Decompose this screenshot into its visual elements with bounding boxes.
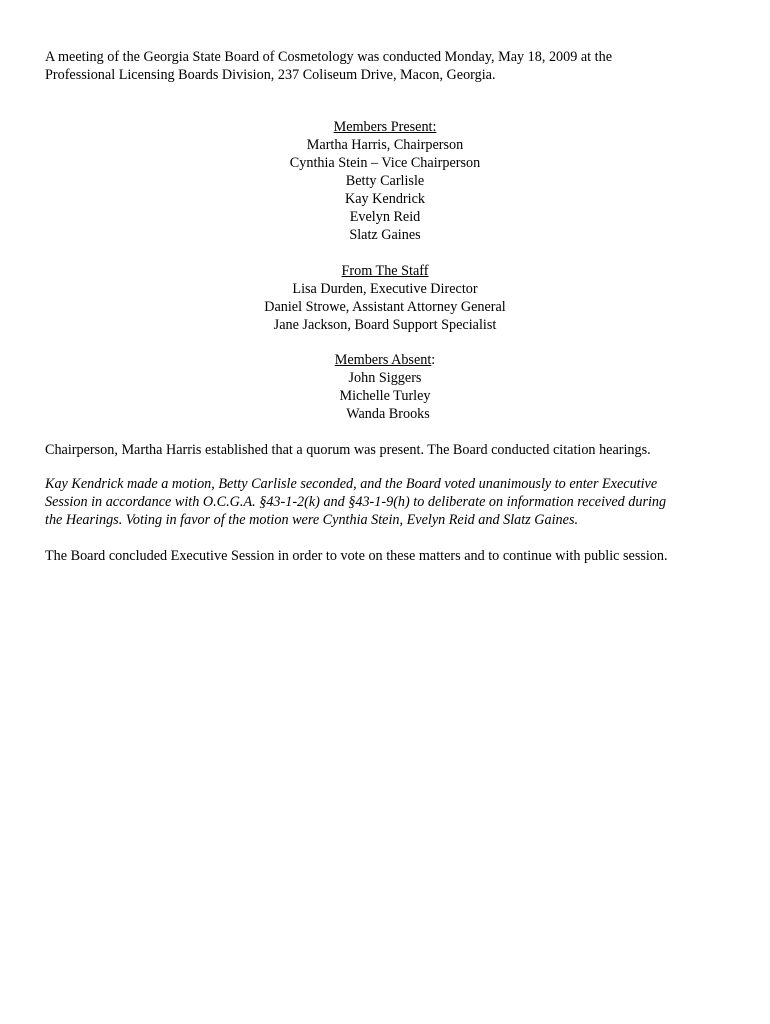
member-present-name: Slatz Gaines	[349, 227, 421, 243]
member-present-name: Betty Carlisle	[345, 173, 425, 189]
staff-name: Lisa Durden, Executive Director	[292, 281, 478, 297]
motion-line-3: the Hearings. Voting in favor of the motion were Cynthia Stein, Evelyn Reid and Slatz Gaines.	[45, 512, 579, 528]
member-present-name: Kay Kendrick	[345, 191, 425, 207]
conclusion-paragraph: The Board concluded Executive Session in order to vote on these matters and to continue with public session.	[45, 548, 668, 564]
motion-paragraph	[45, 475, 725, 529]
member-present-name: Cynthia Stein – Vice Chairperson	[289, 155, 481, 171]
member-absent-name: Wanda Brooks	[346, 406, 430, 422]
members-present-section	[0, 118, 770, 244]
member-present-name: Evelyn Reid	[349, 209, 421, 225]
member-absent-name: Michelle Turley	[339, 388, 431, 404]
motion-line-2: Session in accordance with O.C.G.A. §43-1-2(k) and §43-1-9(h) to deliberate on information received during	[45, 494, 667, 510]
staff-name: Jane Jackson, Board Support Specialist	[273, 317, 497, 333]
intro-line-2: Professional Licensing Boards Division, 237 Coliseum Drive, Macon, Georgia.	[45, 67, 496, 83]
members-absent-colon: :	[431, 352, 436, 368]
intro-line-1: A meeting of the Georgia State Board of Cosmetology was conducted Monday, May 18, 2009 at the	[45, 49, 612, 65]
quorum-paragraph: Chairperson, Martha Harris established that a quorum was present. The Board conducted citation hearings.	[45, 442, 651, 458]
intro-paragraph	[45, 48, 735, 84]
member-present-name: Martha Harris, Chairperson	[306, 137, 464, 153]
members-absent-heading: Members Absent	[334, 352, 432, 368]
members-absent-section	[0, 351, 770, 423]
motion-line-1: Kay Kendrick made a motion, Betty Carlisle seconded, and the Board voted unanimously to enter Executive	[45, 476, 658, 492]
staff-heading: From The Staff	[341, 263, 429, 279]
staff-section	[0, 262, 770, 334]
members-present-heading: Members Present:	[333, 119, 437, 135]
staff-name: Daniel Strowe, Assistant Attorney General	[264, 299, 506, 315]
member-absent-name: John Siggers	[348, 370, 422, 386]
